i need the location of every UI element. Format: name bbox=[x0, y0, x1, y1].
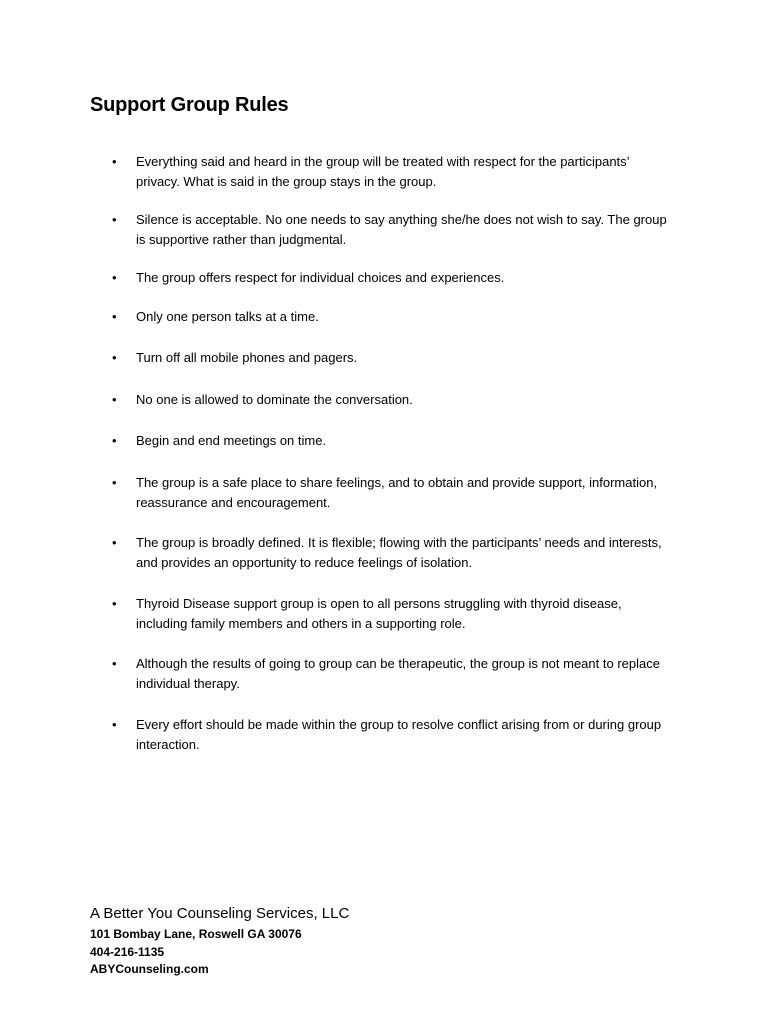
rule-text: The group is broadly defined. It is flexible; flowing with the participants’ needs and interests, and provides an opportunity to reduce feelings of isolation. bbox=[136, 535, 662, 570]
page-title: Support Group Rules bbox=[90, 94, 289, 116]
bullet-icon: • bbox=[112, 392, 117, 407]
rule-text: Every effort should be made within the group to resolve conflict arising from or during group interaction. bbox=[136, 717, 662, 752]
rule-text: Silence is acceptable. No one needs to say anything she/he does not wish to say. The group is supportive rather than judgmental. bbox=[136, 212, 667, 247]
bullet-icon: • bbox=[112, 717, 117, 732]
bullet-icon: • bbox=[112, 350, 117, 365]
rule-text: No one is allowed to dominate the conversation. bbox=[136, 392, 413, 407]
rule-text: Although the results of going to group can be therapeutic, the group is not meant to replace individual therapy. bbox=[136, 656, 660, 691]
bullet-icon: • bbox=[112, 433, 117, 448]
bullet-icon: • bbox=[112, 475, 117, 490]
bullet-icon: • bbox=[112, 596, 117, 611]
bullet-icon: • bbox=[112, 270, 117, 285]
rule-text: Everything said and heard in the group will be treated with respect for the participants’ privacy. What is said in the group stays in the group. bbox=[136, 154, 630, 189]
footer-phone: 404-216-1135 bbox=[90, 944, 165, 959]
rule-text: Begin and end meetings on time. bbox=[136, 433, 327, 448]
rule-text: Thyroid Disease support group is open to all persons struggling with thyroid disease, including family members and others in a supporting role. bbox=[136, 596, 622, 631]
footer-contact-block bbox=[90, 904, 349, 979]
footer-address: 101 Bombay Lane, Roswell GA 30076 bbox=[90, 927, 302, 941]
rule-text: The group is a safe place to share feelings, and to obtain and provide support, information, reassurance and encouragement. bbox=[136, 475, 658, 510]
footer-website: ABYCounseling.com bbox=[90, 962, 209, 976]
bullet-icon: • bbox=[112, 535, 117, 550]
bullet-icon: • bbox=[112, 656, 117, 671]
rule-text: The group offers respect for individual choices and experiences. bbox=[136, 270, 505, 285]
bullet-icon: • bbox=[112, 154, 117, 169]
company-name: A Better You Counseling Services, LLC bbox=[90, 905, 350, 922]
bullet-icon: • bbox=[112, 212, 117, 227]
rule-text: Turn off all mobile phones and pagers. bbox=[136, 350, 358, 365]
rule-text: Only one person talks at a time. bbox=[136, 309, 319, 324]
bullet-icon: • bbox=[112, 309, 117, 324]
